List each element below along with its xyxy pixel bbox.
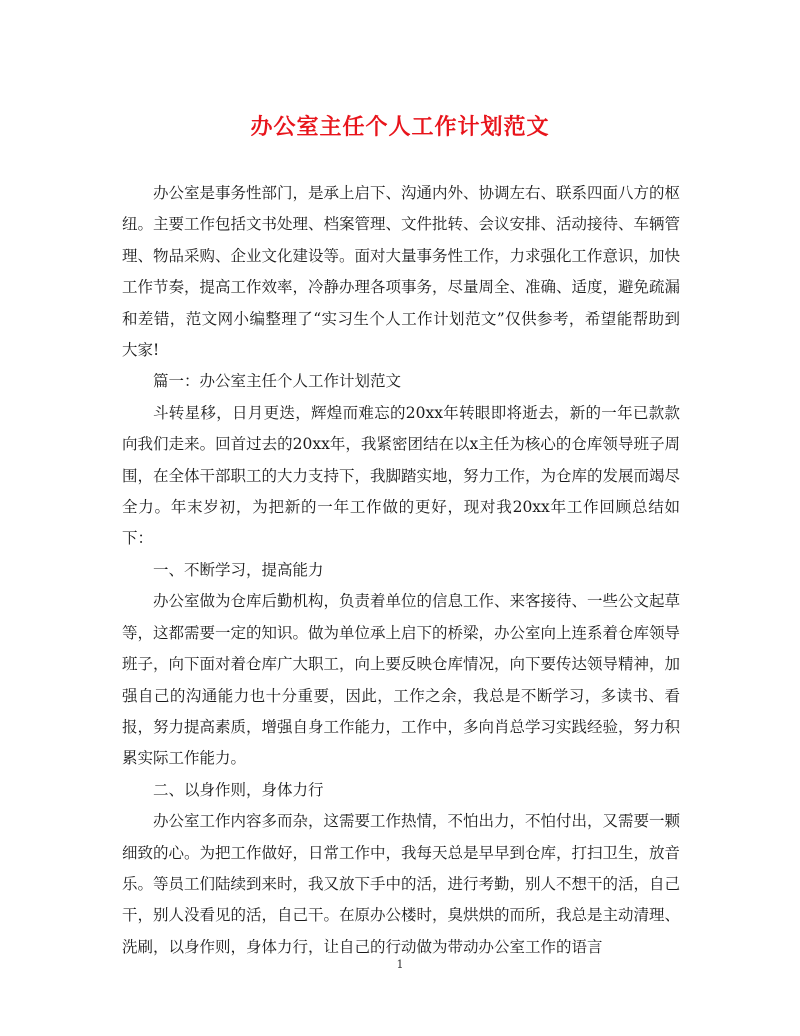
section-1-paragraph: 办公室做为仓库后勤机构，负责着单位的信息工作、来客接待、一些公文起草等，这都需要一定的知识。做为单位承上启下的桥梁，办公室向上连系着仓库领导班子，向下面对着仓库广大职工，向上要反映仓库情况，向下要传达领导精神，加强自己的沟通能力也十分重要，因此，工作之余，我总是不断学习，多读书、看报，努力提高素质，增强自身工作能力，工作中，多向肖总学习实践经验，努力积累实际工作能力。 <box>122 592 681 768</box>
article-heading: 篇一：办公室主任个人工作计划范文 <box>153 372 402 391</box>
section-2-paragraph: 办公室工作内容多而杂，这需要工作热情，不怕出力，不怕付出，又需要一颗细致的心。为把工作做好，日常工作中，我每天总是早早到仓库，打扫卫生，放音乐。等员工们陆续到来时，我又放下手中的活，进行考勤，别人不想干的活，自己干，别人没看见的活，自己干。在原办公楼时，臭烘烘的而所，我总是主动清理、洗刷，以身作则，身体力行，让自己的行动做为带动办公室工作的语言 <box>122 812 681 956</box>
document-body <box>122 178 680 963</box>
document-title: 办公室主任个人工作计划范文 <box>250 114 550 140</box>
section-1-heading: 一、不断学习，提高能力 <box>153 560 324 579</box>
paragraph-1: 斗转星移，日月更迭，辉煌而难忘的20xx年转眼即将逝去，新的一年已款款向我们走来。回首过去的20xx年，我紧密团结在以x主任为核心的仓库领导班子周围，在全体干部职工的大力支持下，我脚踏实地，努力工作，为仓库的发展而竭尽全力。年末岁初，为把新的一年工作做的更好，现对我20xx年工作回顾总结如下： <box>122 403 681 548</box>
page-number: 1 <box>396 958 404 971</box>
intro-paragraph: 办公室是事务性部门，是承上启下、沟通内外、协调左右、联系四面八方的枢纽。主要工作包括文书处理、档案管理、文件批转、会议安排、活动接待、车辆管理、物品采购、企业文化建设等。面对大量事务性工作，力求强化工作意识，加快工作节奏，提高工作效率，冷静办理各项事务，尽量周全、准确、适度，避免疏漏和差错，范文网小编整理了“实习生个人工作计划范文”仅供参考，希望能帮助到大家! <box>122 184 681 360</box>
section-2-heading: 二、以身作则，身体力行 <box>153 780 324 799</box>
